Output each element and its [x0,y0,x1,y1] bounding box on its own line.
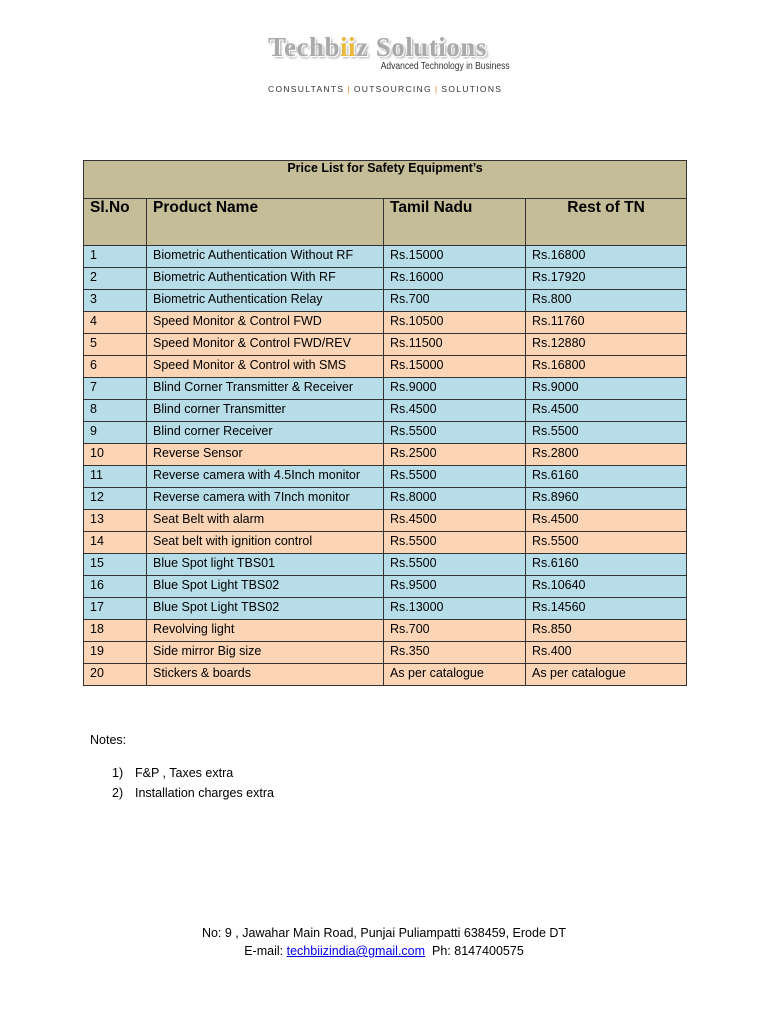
cell-price-tamil-nadu: As per catalogue [384,664,526,686]
table-row [84,312,687,334]
email-link[interactable]: techbiizindia@gmail.com [286,944,426,958]
logo-service: SOLUTIONS [441,84,503,94]
table-body [84,246,687,686]
table-header-row [84,199,687,246]
cell-product-name: Blue Spot Light TBS02 [147,598,384,620]
cell-sl-no: 14 [84,532,147,554]
note-text: Installation charges extra [135,786,274,800]
table-row [84,642,687,664]
cell-product-name: Reverse Sensor [147,444,384,466]
cell-product-name: Blind Corner Transmitter & Receiver [147,378,384,400]
cell-price-rest-of-tn: Rs.800 [526,290,687,312]
table-row [84,444,687,466]
cell-product-name: Revolving light [147,620,384,642]
cell-price-rest-of-tn: Rs.6160 [526,466,687,488]
table-row [84,532,687,554]
cell-product-name: Biometric Authentication Without RF [147,246,384,268]
cell-sl-no: 5 [84,334,147,356]
cell-price-tamil-nadu: Rs.5500 [384,422,526,444]
cell-price-rest-of-tn: Rs.10640 [526,576,687,598]
cell-price-rest-of-tn: Rs.400 [526,642,687,664]
header-sl-no: Sl.No [84,199,147,246]
footer-phone: Ph: 8147400575 [432,944,524,958]
cell-product-name: Blind corner Receiver [147,422,384,444]
cell-product-name: Reverse camera with 4.5Inch monitor [147,466,384,488]
email-label: E-mail: [244,944,284,958]
cell-price-rest-of-tn: Rs.6160 [526,554,687,576]
cell-sl-no: 20 [84,664,147,686]
cell-price-rest-of-tn: Rs.14560 [526,598,687,620]
cell-price-rest-of-tn: Rs.9000 [526,378,687,400]
cell-price-rest-of-tn: Rs.5500 [526,422,687,444]
cell-price-tamil-nadu: Rs.700 [384,620,526,642]
table-row [84,554,687,576]
table-row [84,268,687,290]
logo-separator: | [434,84,439,94]
table-row [84,664,687,686]
cell-price-tamil-nadu: Rs.5500 [384,466,526,488]
cell-price-rest-of-tn: Rs.4500 [526,510,687,532]
cell-price-tamil-nadu: Rs.4500 [384,400,526,422]
cell-price-rest-of-tn: Rs.17920 [526,268,687,290]
cell-price-tamil-nadu: Rs.8000 [384,488,526,510]
cell-sl-no: 4 [84,312,147,334]
table-row [84,576,687,598]
cell-price-tamil-nadu: Rs.700 [384,290,526,312]
table-row [84,422,687,444]
cell-price-rest-of-tn: Rs.12880 [526,334,687,356]
cell-price-rest-of-tn: Rs.11760 [526,312,687,334]
cell-price-tamil-nadu: Rs.9500 [384,576,526,598]
cell-product-name: Biometric Authentication With RF [147,268,384,290]
cell-sl-no: 15 [84,554,147,576]
cell-price-rest-of-tn: Rs.16800 [526,246,687,268]
header-rest-of-tn: Rest of TN [526,199,687,246]
note-item [90,783,274,803]
cell-sl-no: 13 [84,510,147,532]
cell-price-rest-of-tn: Rs.850 [526,620,687,642]
cell-sl-no: 16 [84,576,147,598]
note-number: 2) [112,786,124,800]
cell-product-name: Blue Spot Light TBS02 [147,576,384,598]
table-row [84,488,687,510]
cell-product-name: Biometric Authentication Relay [147,290,384,312]
cell-price-tamil-nadu: Rs.5500 [384,554,526,576]
cell-price-rest-of-tn: Rs.8960 [526,488,687,510]
cell-price-tamil-nadu: Rs.16000 [384,268,526,290]
logo-separator: | [347,84,351,94]
cell-price-tamil-nadu: Rs.5500 [384,532,526,554]
cell-product-name: Seat belt with ignition control [147,532,384,554]
cell-product-name: Blind corner Transmitter [147,400,384,422]
cell-price-tamil-nadu: Rs.15000 [384,246,526,268]
footer-contact [0,942,768,960]
company-logo [268,32,514,96]
table-row [84,598,687,620]
note-number: 1) [112,766,124,780]
table-row [84,290,687,312]
cell-product-name: Reverse camera with 7Inch monitor [147,488,384,510]
note-item [90,763,274,783]
cell-price-tamil-nadu: Rs.15000 [384,356,526,378]
table-title: Price List for Safety Equipment’s [84,161,687,199]
cell-price-rest-of-tn: Rs.16800 [526,356,687,378]
cell-product-name: Speed Monitor & Control FWD [147,312,384,334]
page-footer [0,924,768,960]
cell-sl-no: 7 [84,378,147,400]
cell-sl-no: 19 [84,642,147,664]
cell-product-name: Speed Monitor & Control FWD/REV [147,334,384,356]
cell-sl-no: 6 [84,356,147,378]
table-row [84,356,687,378]
notes-section [90,733,274,803]
cell-sl-no: 9 [84,422,147,444]
cell-price-rest-of-tn: Rs.2800 [526,444,687,466]
note-text: F&P , Taxes extra [135,766,234,780]
cell-sl-no: 1 [84,246,147,268]
cell-sl-no: 18 [84,620,147,642]
table-row [84,400,687,422]
cell-price-rest-of-tn: As per catalogue [526,664,687,686]
footer-address: No: 9 , Jawahar Main Road, Punjai Puliampatti 638459, Erode DT [201,926,567,940]
cell-sl-no: 17 [84,598,147,620]
cell-price-tamil-nadu: Rs.4500 [384,510,526,532]
cell-price-rest-of-tn: Rs.4500 [526,400,687,422]
table-row [84,378,687,400]
cell-product-name: Side mirror Big size [147,642,384,664]
table-row [84,334,687,356]
cell-sl-no: 11 [84,466,147,488]
table-row [84,620,687,642]
cell-product-name: Blue Spot light TBS01 [147,554,384,576]
cell-price-tamil-nadu: Rs.350 [384,642,526,664]
table-row [84,246,687,268]
header-tamil-nadu: Tamil Nadu [384,199,526,246]
cell-price-tamil-nadu: Rs.2500 [384,444,526,466]
table-title-row [84,161,687,199]
logo-services [268,84,502,94]
logo-service: OUTSOURCING [353,84,432,94]
cell-product-name: Speed Monitor & Control with SMS [147,356,384,378]
cell-sl-no: 3 [84,290,147,312]
table-row [84,510,687,532]
notes-label: Notes: [90,733,127,747]
cell-price-tamil-nadu: Rs.11500 [384,334,526,356]
cell-sl-no: 12 [84,488,147,510]
cell-price-rest-of-tn: Rs.5500 [526,532,687,554]
logo-company-name: Techbiiz Solutions [268,32,487,62]
cell-sl-no: 10 [84,444,147,466]
cell-sl-no: 8 [84,400,147,422]
table-row [84,466,687,488]
cell-price-tamil-nadu: Rs.9000 [384,378,526,400]
logo-tagline: Advanced Technology in Business [381,61,510,72]
logo-service: CONSULTANTS [268,84,345,94]
cell-sl-no: 2 [84,268,147,290]
header-product-name: Product Name [147,199,384,246]
cell-price-tamil-nadu: Rs.10500 [384,312,526,334]
cell-product-name: Seat Belt with alarm [147,510,384,532]
cell-product-name: Stickers & boards [147,664,384,686]
cell-price-tamil-nadu: Rs.13000 [384,598,526,620]
price-list-table [83,160,687,686]
